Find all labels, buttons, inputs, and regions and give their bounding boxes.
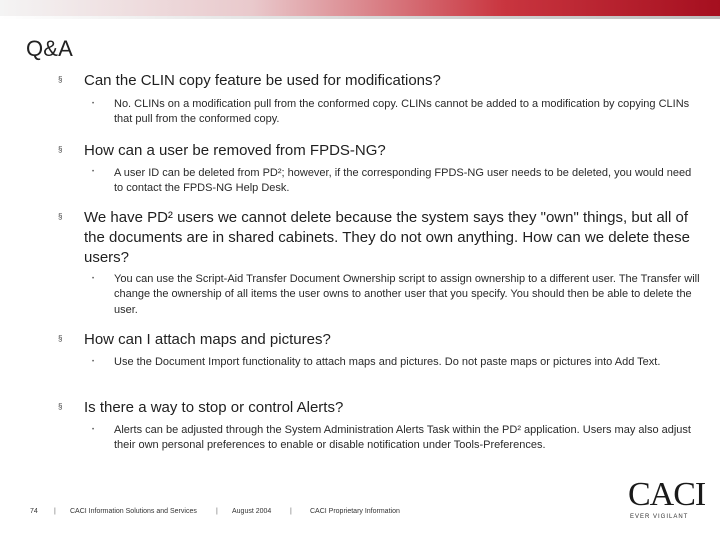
answer-1: No. CLINs on a modification pull from the conformed copy. CLINs cannot be added to a modification by copying CLINs that pull from the conformed copy. bbox=[114, 98, 690, 126]
question-4: How can I attach maps and pictures? bbox=[84, 331, 331, 348]
header-banner bbox=[0, 0, 720, 16]
footer-separator: | bbox=[290, 508, 292, 515]
answer-bullet: • bbox=[92, 359, 95, 365]
logo-tagline: EVER VIGILANT bbox=[630, 514, 689, 520]
slide-title: Q&A bbox=[26, 36, 74, 61]
question-bullet: § bbox=[58, 75, 63, 84]
question-1: Can the CLIN copy feature be used for modifications? bbox=[84, 72, 441, 89]
footer-company: CACI Information Solutions and Services bbox=[70, 508, 197, 515]
footer-separator: | bbox=[216, 508, 218, 515]
answer-5: Alerts can be adjusted through the System Administration Alerts Task within the PD² application. Users may also adjust their own personal preferences to enable or disable notification under Tools-Preferences. bbox=[114, 424, 691, 452]
answer-bullet: • bbox=[92, 427, 95, 433]
caci-logo bbox=[628, 478, 704, 524]
answer-bullet: • bbox=[92, 276, 95, 282]
footer-classification: CACI Proprietary Information bbox=[310, 508, 400, 515]
question-bullet: § bbox=[58, 212, 63, 221]
header-stripe bbox=[0, 16, 720, 19]
page-number: 74 bbox=[30, 508, 38, 515]
footer-date: August 2004 bbox=[232, 508, 272, 515]
answer-bullet: • bbox=[92, 101, 95, 107]
answer-bullet: • bbox=[92, 169, 95, 175]
question-bullet: § bbox=[58, 402, 63, 411]
question-bullet: § bbox=[58, 334, 63, 343]
answer-2: A user ID can be deleted from PD²; however, if the corresponding FPDS-NG user needs to be deleted, you would need to contact the FPDS-NG Help Desk. bbox=[114, 167, 692, 195]
answer-4: Use the Document Import functionality to attach maps and pictures. Do not paste maps or pictures into Add Text. bbox=[114, 356, 661, 368]
question-3: We have PD² users we cannot delete because the system says they "own" things, but all of the documents are in shared cabinets. They do not own anything. How can we delete these users? bbox=[84, 209, 690, 266]
answer-3: You can use the Script-Aid Transfer Document Ownership script to assign ownership to a different user. The Transfer will change the ownership of all items the user owns to another user that you specify. You should then be able to delete the user. bbox=[114, 273, 700, 316]
question-5: Is there a way to stop or control Alerts? bbox=[84, 399, 344, 416]
question-2: How can a user be removed from FPDS-NG? bbox=[84, 142, 386, 159]
question-bullet: § bbox=[58, 145, 63, 154]
logo-wordmark: CACI bbox=[628, 476, 706, 513]
footer-separator: | bbox=[54, 508, 56, 515]
